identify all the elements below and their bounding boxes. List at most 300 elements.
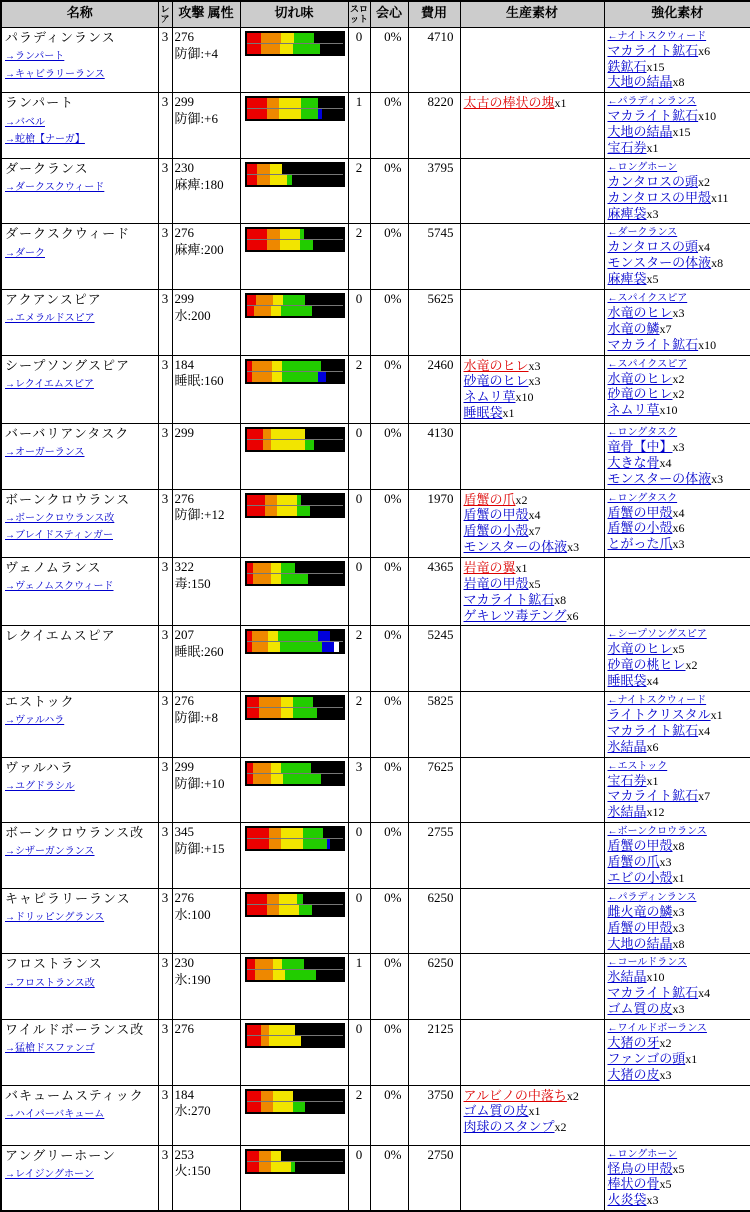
upgrade-materials-cell [604,757,750,823]
attack-cell [172,27,240,93]
upgrade-material-link[interactable]: 大猪の牙 [607,1034,660,1050]
header-cost: 費用 [408,1,460,27]
sharpness-segment [301,109,318,119]
upgrade-material-link[interactable]: マカライト鉱石 [607,108,699,124]
weapon-upgrade-target-link[interactable]: →ランパート [5,50,65,62]
attack-value: 276 [174,490,194,506]
sharpness-segment [279,109,301,119]
upgrade-material-link[interactable]: マカライト鉱石 [607,42,699,58]
sharpness-level-1 [247,1025,343,1035]
production-materials-cell [460,158,604,224]
upgrade-material-link[interactable]: 棒状の骨 [607,1176,660,1192]
sharpness-cell [240,290,348,356]
upgrade-from-link[interactable]: ←エストック [607,760,668,772]
upgrade-material-count: x8 [672,75,685,90]
sharpness-level-1 [247,894,343,904]
upgrade-material-link[interactable]: カンタロスの甲殻 [607,189,711,205]
upgrade-material-link[interactable]: 水竜のヒレ [607,641,673,657]
slots-cell [348,1019,370,1085]
slots-cell [348,355,370,423]
rarity-value: 3 [161,1146,169,1162]
cost-cell [408,158,460,224]
affinity-value: 0% [384,824,402,840]
sharpness-segment [247,33,261,43]
rarity-cell [158,1019,172,1085]
production-material-link[interactable]: 岩竜の甲殻 [463,575,529,591]
rarity-cell [158,888,172,954]
upgrade-from-link[interactable]: ←ボーンクロウランス [607,826,707,838]
upgrade-material-link[interactable]: 宝石券 [607,139,647,155]
sharpness-segment [304,959,339,969]
sharpness-segment [282,372,318,382]
sharpness-segment [281,697,293,707]
header-prod-materials: 生産素材 [460,1,604,27]
upgrade-material-item [608,920,748,936]
table-row [1,424,750,490]
table-row [1,93,750,159]
sharpness-segment [305,1102,339,1112]
weapon-name: ボーンクロウランス改 [5,825,145,841]
sharpness-level-1 [247,959,343,969]
production-material-item [464,608,601,624]
upgrade-materials-cell [604,1085,750,1145]
upgrade-material-count: x6 [646,739,659,754]
upgrade-from-link[interactable]: ←ダークランス [607,227,678,239]
rarity-value: 3 [161,490,169,506]
slots-cell [348,290,370,356]
sharpness-segment [293,1091,339,1101]
upgrade-material-link[interactable]: 盾蟹の爪 [607,854,660,870]
weapon-upgrade-target-link[interactable]: →フロストランス改 [5,977,95,989]
production-material-link[interactable]: 睡眠袋 [463,405,503,421]
weapon-upgrade-target-link[interactable]: →ボーンクロウランス改 [5,512,115,524]
upgrade-material-item [608,1176,748,1192]
upgrade-material-count: x3 [711,471,724,486]
weapon-upgrade-target-link[interactable]: →キャビラリーランス [5,68,105,80]
weapon-name-cell [1,823,158,889]
upgrade-material-link[interactable]: 水竜の鱗 [607,320,660,336]
production-material-item [464,373,601,389]
sharpness-segment [281,306,312,316]
sharpness-segment [282,164,339,174]
upgrade-materials-cell [604,224,750,290]
weapon-upgrade-target-link[interactable]: →ダークスクウィード [5,182,105,194]
upgrade-material-link[interactable]: 盾蟹の小殻 [607,520,673,536]
production-material-link[interactable]: マカライト鉱石 [463,591,555,607]
upgrade-material-link[interactable]: 怪鳥の甲殻 [607,1160,673,1176]
sharpness-segment [271,774,283,784]
rarity-cell [158,355,172,423]
upgrade-from-line [608,426,748,439]
upgrade-material-link[interactable]: マカライト鉱石 [607,722,699,738]
sharpness-level-1 [247,164,343,174]
weapon-name-cell [1,954,158,1020]
production-material-item [464,592,601,608]
production-material-count: x5 [528,576,541,591]
weapon-upgrade-target-link[interactable]: →ユグドラシル [5,780,75,792]
upgrade-material-item [608,140,748,156]
sharpness-segment [247,240,267,250]
upgrade-material-item [608,1001,748,1017]
upgrade-material-link[interactable]: 大地の結晶 [607,74,673,90]
upgrade-material-link[interactable]: 麻痺袋 [607,271,647,287]
upgrade-material-link[interactable]: 睡眠袋 [607,673,647,689]
header-rarity: レア [158,1,172,27]
upgrade-material-link[interactable]: 水竜のヒレ [607,370,673,386]
production-material-count: x7 [528,524,541,539]
sharpness-cell [240,355,348,423]
sharpness-cell [240,93,348,159]
upgrade-material-link[interactable]: ゴム質の皮 [607,1001,673,1017]
sharpness-segment [293,1102,305,1112]
weapon-upgrade-target-link[interactable]: →エメラルドスピア [5,313,95,325]
sharpness-level-1 [247,1091,343,1101]
upgrade-material-item [608,904,748,920]
weapon-upgrade-target-link[interactable]: →ドリッピングランス [5,912,105,924]
upgrade-material-link[interactable]: とがった爪 [607,536,673,552]
upgrade-material-link[interactable]: マカライト鉱石 [607,788,699,804]
upgrade-from-link[interactable]: ←ワイルドボーランス [607,1022,707,1034]
upgrade-from-link[interactable]: ←パラディンランス [607,891,697,903]
upgrade-material-count: x2 [672,387,685,402]
weapon-upgrade-target-link[interactable]: →ブレイドスティンガー [5,530,113,542]
upgrade-from-line [608,492,748,505]
upgrade-material-link[interactable]: モンスターの体液 [607,255,712,271]
attack-value: 184 [174,356,194,372]
slots-cell [348,692,370,758]
header-affinity: 会心 [370,1,408,27]
attack-cell [172,888,240,954]
slots-cell [348,954,370,1020]
sharpness-segment [267,894,279,904]
upgrade-material-item [608,1051,748,1067]
slots-value: 1 [355,955,363,971]
sharpness-segment [322,642,334,652]
sharpness-cell [240,626,348,692]
sharpness-segment [280,44,293,54]
upgrade-materials-cell [604,355,750,423]
attack-value: 345 [174,824,194,840]
upgrade-material-link[interactable]: 盾蟹の甲殻 [607,919,673,935]
upgrade-from-link[interactable]: ←ナイトスクウィード [607,695,707,707]
sharpness-segment [283,774,321,784]
weapon-upgrade-target-link[interactable]: →ヴァルハラ [5,715,65,727]
weapon-name: シープソングスピア [5,357,130,373]
upgrade-material-link[interactable]: 盾蟹の甲殻 [607,504,673,520]
upgrade-material-link[interactable]: 砂竜の桃ヒレ [607,657,686,673]
sharpness-segment [281,1151,339,1161]
weapon-upgrade-target-link[interactable]: →レイジングホーン [5,1168,94,1180]
cost-value: 5745 [427,225,454,241]
upgrade-materials-cell [604,424,750,490]
weapon-upgrade-target-link[interactable]: →オーガーランス [5,447,85,459]
production-material-count: x2 [566,1088,579,1103]
cost-cell [408,558,460,626]
slots-value: 2 [355,693,363,709]
upgrade-material-link[interactable]: ネムリ草 [607,402,660,418]
upgrade-material-item [608,255,748,271]
production-material-link[interactable]: アルビノの中落ち [463,1087,567,1103]
upgrade-material-count: x3 [672,440,685,455]
upgrade-material-link[interactable]: 水竜のヒレ [607,305,673,320]
upgrade-from-link[interactable]: ←ロングホーン [607,161,678,173]
sharpness-level-2 [247,1161,343,1172]
slots-cell [348,757,370,823]
upgrade-material-count: x6 [672,521,685,536]
upgrade-materials-cell [604,158,750,224]
upgrade-from-link[interactable]: ←シープソングスピア [607,629,707,641]
weapon-upgrade-target-link[interactable]: →猛槍ドスファンゴ [5,1043,95,1055]
sharpness-segment [295,1025,339,1035]
production-material-link[interactable]: 水竜のヒレ [463,357,529,373]
sharpness-segment [316,970,339,980]
upgrade-material-link[interactable]: ライトクリスタル [607,707,711,723]
element-value: 火:150 [174,1163,211,1179]
sharpness-bar [245,1023,345,1048]
affinity-value: 0% [384,693,402,709]
sharpness-cell [240,888,348,954]
production-material-item [464,492,601,508]
production-material-count: x1 [554,96,567,111]
upgrade-material-link[interactable]: 大猪の皮 [607,1066,660,1082]
production-material-link[interactable]: 砂竜のヒレ [463,373,529,389]
upgrade-from-link[interactable]: ←コールドランス [607,957,687,969]
upgrade-material-count: x3 [646,206,659,221]
upgrade-material-link[interactable]: 砂竜のヒレ [607,386,673,402]
production-material-count: x3 [528,374,541,389]
sharpness-segment [321,361,339,371]
upgrade-material-link[interactable]: 氷結晶 [607,804,647,820]
cost-cell [408,1085,460,1145]
upgrade-material-link[interactable]: エビの小殻 [607,869,673,885]
production-material-link[interactable]: モンスターの体液 [463,539,568,555]
attack-cell [172,692,240,758]
upgrade-from-link[interactable]: ←ロングタスク [607,427,678,439]
sharpness-segment [271,1151,281,1161]
upgrade-materials-cell [604,823,750,889]
upgrade-from-link[interactable]: ←スパイクスピア [607,293,688,304]
production-material-link[interactable]: ゲキレツ毒テング [463,607,567,623]
weapon-upgrade-target-link[interactable]: →ダーク [5,247,45,259]
rarity-value: 3 [161,824,169,840]
slots-value: 2 [355,225,363,241]
upgrade-material-link[interactable]: 雌火竜の鱗 [607,903,673,919]
sharpness-level-2 [247,641,343,652]
sharpness-cell [240,954,348,1020]
upgrade-material-link[interactable]: 火炎袋 [607,1192,647,1208]
rarity-value: 3 [161,559,169,575]
sharpness-level-1 [247,495,343,505]
upgrade-from-link[interactable]: ←ナイトスクウィード [607,30,707,42]
sharpness-bar [245,293,345,318]
sharpness-segment [312,306,339,316]
cost-cell [408,888,460,954]
upgrade-material-link[interactable]: 盾蟹の甲殻 [607,838,673,854]
sharpness-segment [247,295,256,305]
upgrade-material-item [608,321,748,337]
production-material-count: x10 [515,390,534,405]
sharpness-segment [247,1102,261,1112]
sharpness-bar [245,1149,345,1174]
attack-cell [172,558,240,626]
upgrade-material-link[interactable]: 宝石券 [607,772,647,788]
production-material-link[interactable]: 盾蟹の小殻 [463,523,529,539]
sharpness-level-2 [247,239,343,250]
upgrade-material-count: x4 [659,455,672,470]
attack-value: 276 [174,28,194,44]
weapon-upgrade-target-link[interactable]: →ヴェノムスクウィード [5,581,114,593]
production-material-item [464,1119,601,1135]
attack-value: 207 [174,627,194,643]
sharpness-segment [313,240,339,250]
weapon-upgrade-target-link[interactable]: →蛇槍【ナーガ】 [5,134,85,146]
upgrade-from-link[interactable]: ←ロングタスク [607,492,678,504]
cost-cell [408,355,460,423]
rarity-cell [158,93,172,159]
upgrade-material-item [608,838,748,854]
upgrade-material-link[interactable]: 大地の結晶 [607,124,673,140]
table-row [1,158,750,224]
upgrade-from-link[interactable]: ←ロングホーン [607,1148,678,1160]
upgrade-material-link[interactable]: 氷結晶 [607,969,647,985]
upgrade-material-item [608,1067,748,1083]
sharpness-cell [240,1085,348,1145]
weapon-upgrade-target-link[interactable]: →シザーガンランス [5,846,95,858]
upgrade-material-link[interactable]: 鉄鉱石 [607,58,647,74]
production-material-link[interactable]: 盾蟹の甲殻 [463,507,529,523]
weapon-upgrade-target-link[interactable]: →レクイエムスピア [5,378,94,390]
upgrade-material-count: x3 [659,1067,672,1082]
production-material-link[interactable]: 盾蟹の爪 [463,491,516,507]
sharpness-segment [293,708,317,718]
production-material-link[interactable]: ゴム質の皮 [463,1103,529,1119]
sharpness-segment [273,970,285,980]
sharpness-cell [240,424,348,490]
production-materials-cell [460,888,604,954]
slots-value: 0 [355,559,363,575]
affinity-cell [370,823,408,889]
production-material-link[interactable]: 岩竜の翼 [463,560,516,576]
upgrade-from-link[interactable]: ←パラディンランス [607,96,697,108]
production-material-item [464,1088,601,1104]
production-materials-cell [460,626,604,692]
sharpness-segment [326,372,339,382]
sharpness-level-2 [247,1101,343,1112]
upgrade-material-link[interactable]: カンタロスの頭 [607,173,698,189]
upgrade-material-item [608,505,748,521]
sharpness-bar [245,695,345,720]
upgrade-material-link[interactable]: 氷結晶 [607,738,647,754]
slots-value: 0 [355,28,363,44]
sharpness-segment [280,642,322,652]
upgrade-material-link[interactable]: マカライト鉱石 [607,985,699,1001]
production-materials-cell [460,558,604,626]
slots-cell [348,558,370,626]
sharpness-segment [265,495,277,505]
sharpness-bar [245,427,345,452]
upgrade-from-link[interactable]: ←スパイクスピア [607,358,688,370]
sharpness-segment [253,774,271,784]
sharpness-segment [247,1091,261,1101]
upgrade-material-link[interactable]: ファンゴの頭 [607,1050,686,1066]
slots-cell [348,1145,370,1211]
production-material-count: x2 [554,1120,567,1135]
sharpness-segment [253,763,271,773]
upgrade-material-link[interactable]: マカライト鉱石 [607,336,699,352]
upgrade-material-item [608,1035,748,1051]
sharpness-segment [281,574,308,584]
upgrade-from-line [608,760,748,773]
table-row [1,1019,750,1085]
sharpness-level-2 [247,439,343,450]
upgrade-material-count: x10 [698,337,717,352]
sharpness-segment [320,44,339,54]
affinity-cell [370,1145,408,1211]
sharpness-bar [245,31,345,56]
upgrade-material-count: x8 [672,839,685,854]
upgrade-material-link[interactable]: カンタロスの頭 [607,239,698,255]
upgrade-material-item [608,739,748,755]
production-material-link[interactable]: 肉球のスタンプ [463,1119,555,1135]
weapon-name: ダークランス [5,160,89,176]
weapon-name-cell [1,355,158,423]
upgrade-material-link[interactable]: 大きな骨 [607,454,660,470]
sharpness-segment [271,440,305,450]
upgrade-material-link[interactable]: 大地の結晶 [607,935,673,951]
weapon-upgrade-target-line [5,841,155,859]
upgrade-material-count: x15 [646,59,665,74]
sharpness-segment [259,708,281,718]
sharpness-segment [267,905,279,915]
cost-cell [408,692,460,758]
upgrade-materials-cell [604,692,750,758]
table-row [1,355,750,423]
upgrade-material-count: x7 [659,321,672,336]
weapon-name: パラディンランス [5,29,116,45]
upgrade-material-count: x3 [672,904,685,919]
sharpness-segment [269,839,281,849]
sharpness-segment [321,774,339,784]
rarity-cell [158,489,172,557]
production-materials-cell [460,424,604,490]
upgrade-material-link[interactable]: モンスターの体液 [607,470,712,486]
slots-value: 2 [355,159,363,175]
header-name: 名称 [1,1,158,27]
production-material-link[interactable]: 太古の棒状の塊 [463,95,555,111]
sharpness-segment [271,429,305,439]
rarity-cell [158,424,172,490]
upgrade-materials-cell [604,888,750,954]
cost-value: 4365 [427,559,454,575]
sharpness-segment [279,894,297,904]
sharpness-segment [273,1091,293,1101]
sharpness-segment [318,631,330,641]
upgrade-material-item [608,936,748,952]
sharpness-level-2 [247,1035,343,1046]
sharpness-segment [253,563,271,573]
production-material-link[interactable]: ネムリ草 [463,389,516,405]
sharpness-segment [259,1151,271,1161]
upgrade-material-item [608,43,748,59]
element-value: 水:100 [174,906,211,922]
upgrade-material-link[interactable]: 竜骨【中】 [607,439,673,455]
upgrade-material-link[interactable]: 麻痺袋 [607,205,647,221]
attack-value: 276 [174,693,194,709]
weapon-upgrade-target-link[interactable]: →バベル [5,116,45,128]
sharpness-segment [247,828,269,838]
sharpness-segment [277,495,297,505]
weapon-upgrade-target-link[interactable]: →ハイパーバキューム [5,1108,105,1120]
